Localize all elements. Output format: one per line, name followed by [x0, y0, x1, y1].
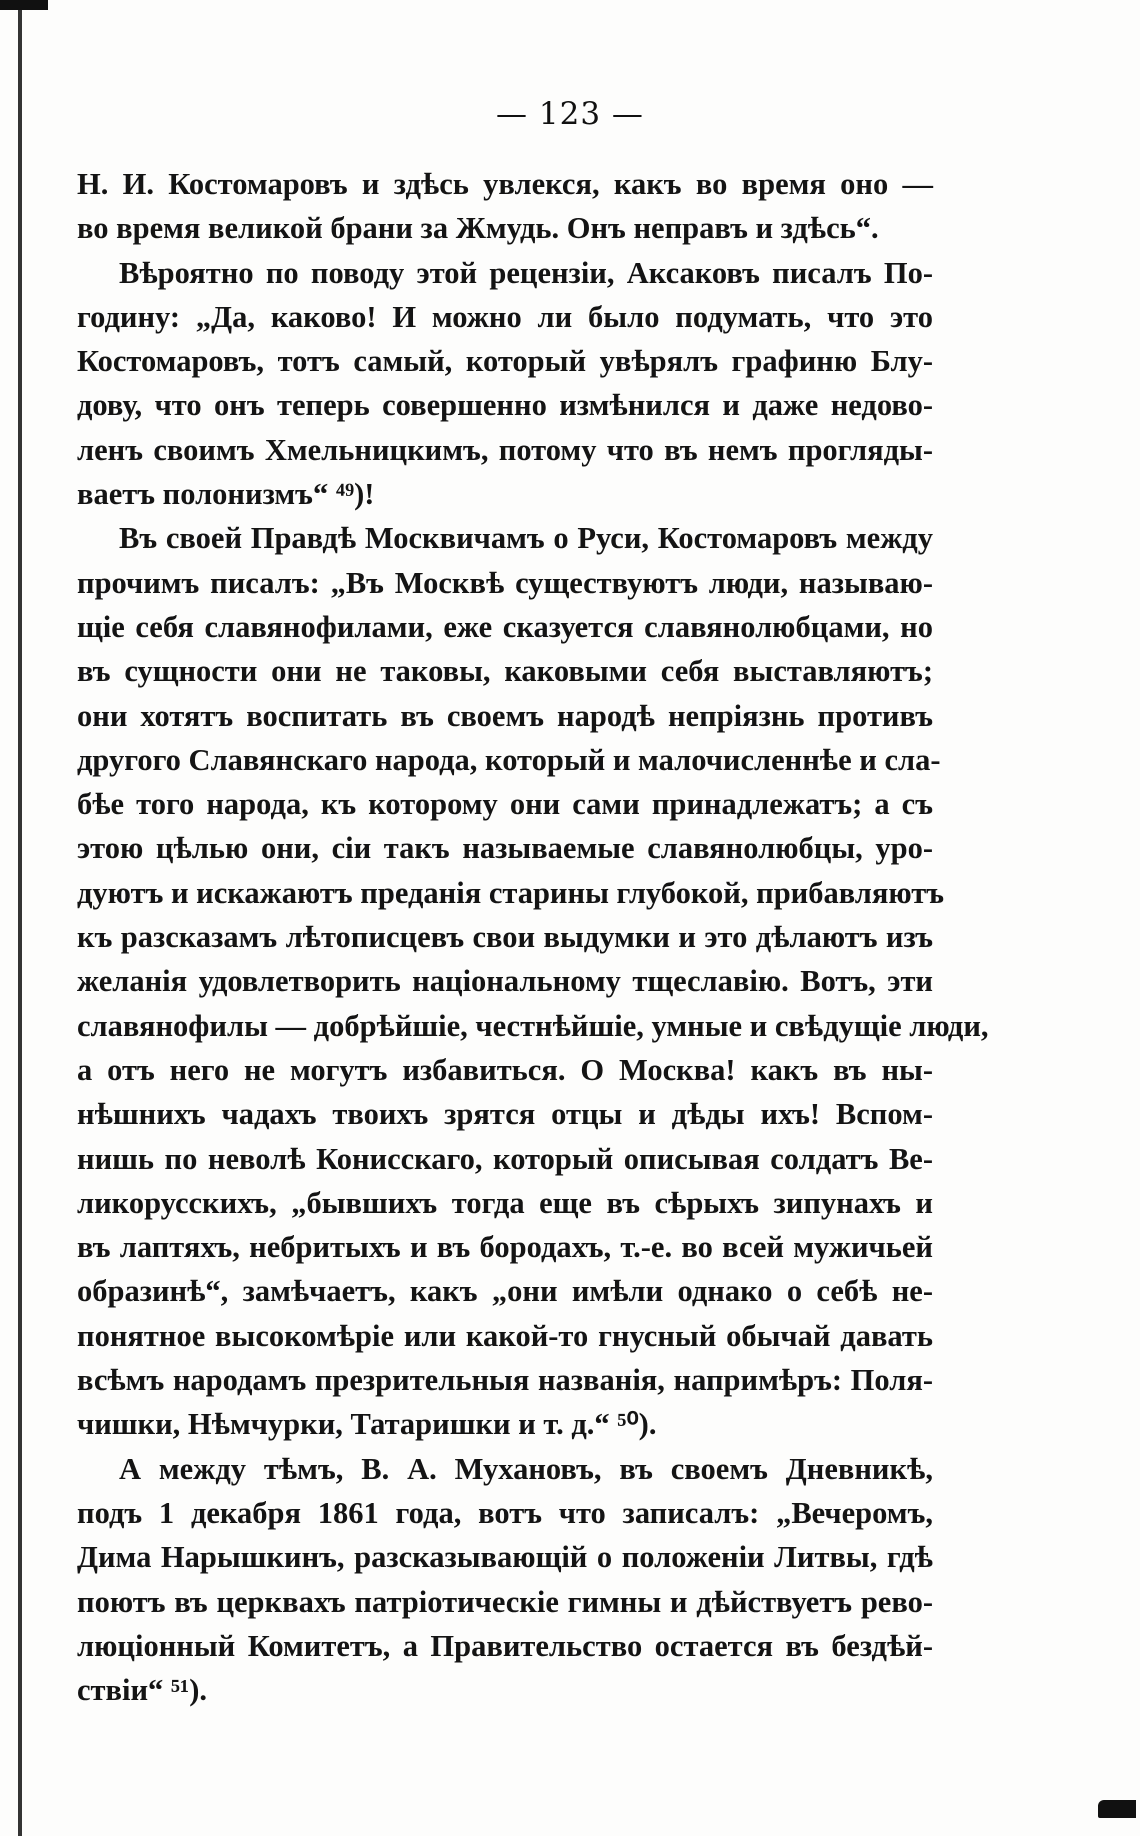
text-line: славянофилы — добрѣйшіе, честнѣйшіе, умные и свѣдущіе люди,: [77, 1008, 989, 1043]
text-line: прочимъ писалъ: „Въ Москвѣ существуютъ люди, называю-: [77, 565, 933, 600]
text-line: Дима Нарышкинъ, разсказывающій о положеніи Литвы, гдѣ: [77, 1540, 933, 1575]
text-line: другого Славянскаго народа, который и малочисленнѣе и сла-: [77, 742, 941, 777]
text-line: понятное высокомѣріе или какой-то гнусный обычай давать: [77, 1318, 933, 1353]
text-line: ленъ своимъ Хмельницкимъ, потому что въ немъ прогляды-: [77, 432, 933, 467]
paragraph-2: [77, 251, 933, 517]
text-line: образинѣ“, замѣчаетъ, какъ „они имѣли однако о себѣ не-: [77, 1274, 933, 1309]
paragraph-1: [77, 162, 933, 251]
text-line: всѣмъ народамъ презрительныя названія, напримѣръ: Поля-: [77, 1363, 933, 1398]
text-line: они хотятъ воспитать въ своемъ народѣ непріязнь противъ: [77, 698, 933, 733]
text-line: ствіи“ ⁵¹).: [77, 1673, 207, 1708]
text-line: поютъ въ церквахъ патріотическіе гимны и дѣйствуетъ рево-: [77, 1584, 933, 1619]
scan-edge-mark-bottom-right: [1098, 1800, 1136, 1818]
text-line: А между тѣмъ, В. А. Мухановъ, въ своемъ Дневникѣ,: [119, 1451, 933, 1486]
paragraph-4: [77, 1447, 933, 1713]
text-line: дову, что онъ теперь совершенно измѣнился и даже недово-: [77, 388, 933, 423]
text-line: въ сущности они не таковы, каковыми себя выставляютъ;: [77, 654, 933, 689]
text-line: годину: „Да, каково! И можно ли было подумать, что это: [77, 299, 933, 334]
text-line: во время великой брани за Жмудь. Онъ неправъ и здѣсь“.: [77, 211, 879, 246]
page-number: — 123 —: [496, 96, 644, 132]
text-line: нишь по неволѣ Конисскаго, который описывая солдатъ Ве-: [77, 1141, 933, 1176]
text-line: чишки, Нѣмчурки, Татаришки и т. д.“ ⁵⁰).: [77, 1407, 657, 1442]
text-line: Вѣроятно по поводу этой рецензіи, Аксаковъ писалъ По-: [119, 255, 933, 290]
text-line: Въ своей Правдѣ Москвичамъ о Руси, Костомаровъ между: [119, 521, 933, 556]
text-line: подъ 1 декабря 1861 года, вотъ что записалъ: „Вечеромъ,: [77, 1495, 933, 1530]
text-line: Костомаровъ, тотъ самый, который увѣрялъ графиню Блу-: [77, 344, 933, 379]
text-line: ликорусскихъ, „бывшихъ тогда еще въ сѣрыхъ зипунахъ и: [77, 1185, 933, 1220]
text-line: бѣе того народа, къ которому они сами принадлежатъ; а съ: [77, 787, 933, 822]
text-line: дуютъ и искажаютъ преданія старины глубокой, прибавляютъ: [77, 875, 945, 910]
text-line: къ разсказамъ лѣтописцевъ свои выдумки и это дѣлаютъ изъ: [77, 920, 933, 955]
text-line: а отъ него не могутъ избавиться. О Москва! какъ въ ны-: [77, 1052, 933, 1087]
text-line: ваетъ полонизмъ“ ⁴⁹)!: [77, 477, 375, 512]
scan-corner-top-left: [0, 0, 48, 10]
text-line: желанія удовлетворить національному тщеславію. Вотъ, эти: [77, 964, 933, 999]
scan-edge-left: [18, 0, 22, 1836]
text-line: нѣшнихъ чадахъ твоихъ зрятся отцы и дѣды ихъ! Вспом-: [77, 1097, 933, 1132]
body-text: [77, 162, 989, 1712]
text-line: въ лаптяхъ, небритыхъ и въ бородахъ, т.-е. во всей мужичьей: [77, 1230, 933, 1265]
text-line: Н. И. Костомаровъ и здѣсь увлекся, какъ во время оно —: [77, 167, 933, 201]
text-line: люціонный Комитетъ, а Правительство остается въ бездѣй-: [77, 1628, 933, 1663]
text-line: щіе себя славянофилами, еже сказуется славянолюбцами, но: [77, 609, 933, 644]
text-line: этою цѣлью они, сіи такъ называемые славянолюбцы, уро-: [77, 831, 933, 866]
paragraph-3: [77, 516, 989, 1446]
